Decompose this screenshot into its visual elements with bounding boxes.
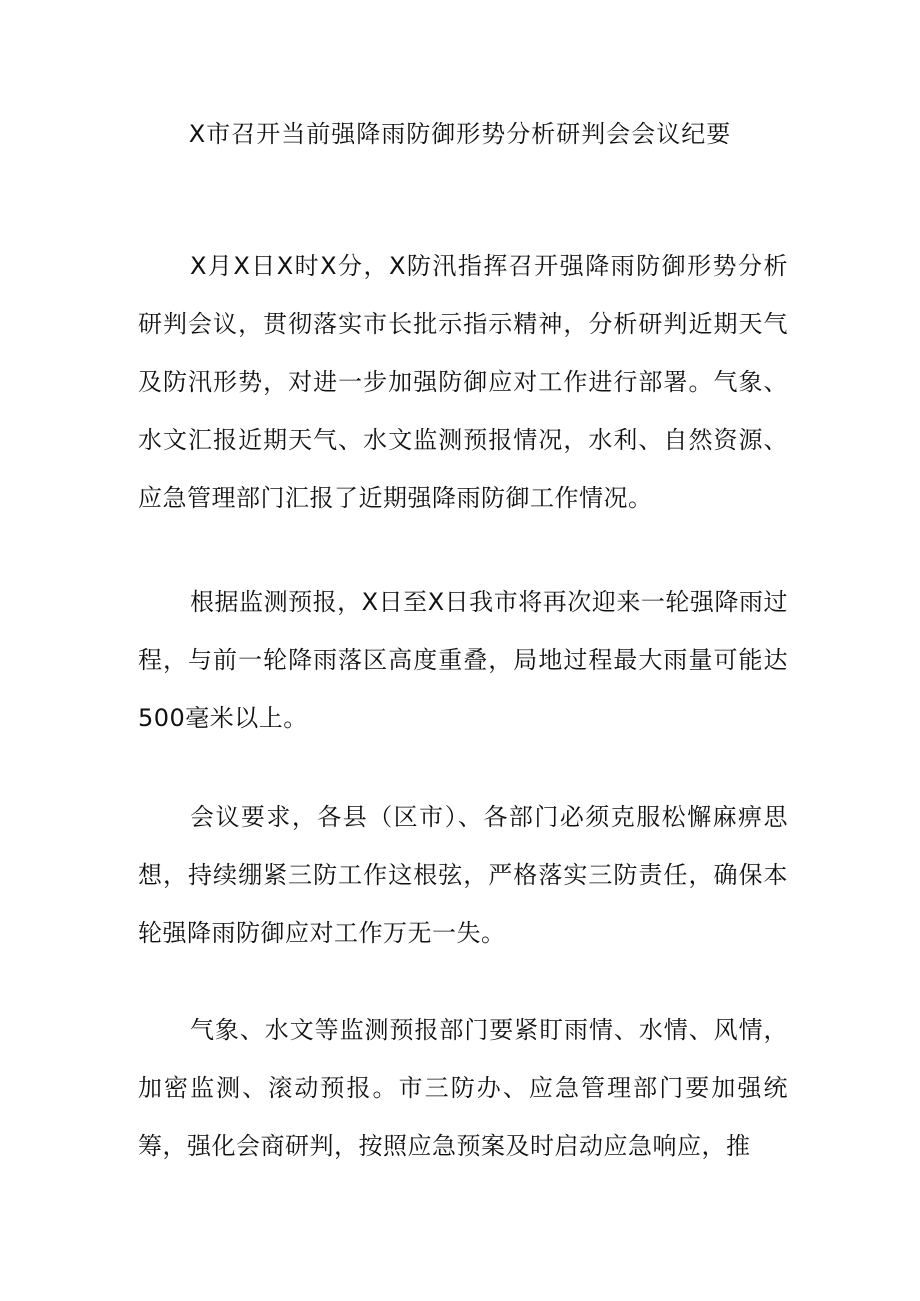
paragraph-meeting-requirements: 会议要求，各县（区市）、各部门必须克服松懈麻痹思想，持续绷紧三防工作这根弦，严格落实三防责任，确保本轮强降雨防御应对工作万无一失。	[138, 803, 788, 947]
paragraph-monitoring-departments: 气象、水文等监测预报部门要紧盯雨情、水情、风情，加密监测、滚动预报。市三防办、应急管理部门要加强统筹，强化会商研判，按照应急预案及时启动应急响应，推	[138, 1016, 788, 1160]
paragraph-meeting-overview: X月X日X时X分，X防汛指挥召开强降雨防御形势分析研判会议，贯彻落实市长批示指示精神，分析研判近期天气及防汛形势，对进一步加强防御应对工作进行部署。气象、水文汇报近期天气、水文监测预报情况，水利、自然资源、应急管理部门汇报了近期强降雨防御工作情况。	[138, 252, 788, 512]
paragraph-forecast: 根据监测预报，X日至X日我市将再次迎来一轮强降雨过程，与前一轮降雨落区高度重叠，局地过程最大雨量可能达500毫米以上。	[138, 588, 788, 732]
document-title: X市召开当前强降雨防御形势分析研判会会议纪要	[188, 120, 732, 148]
